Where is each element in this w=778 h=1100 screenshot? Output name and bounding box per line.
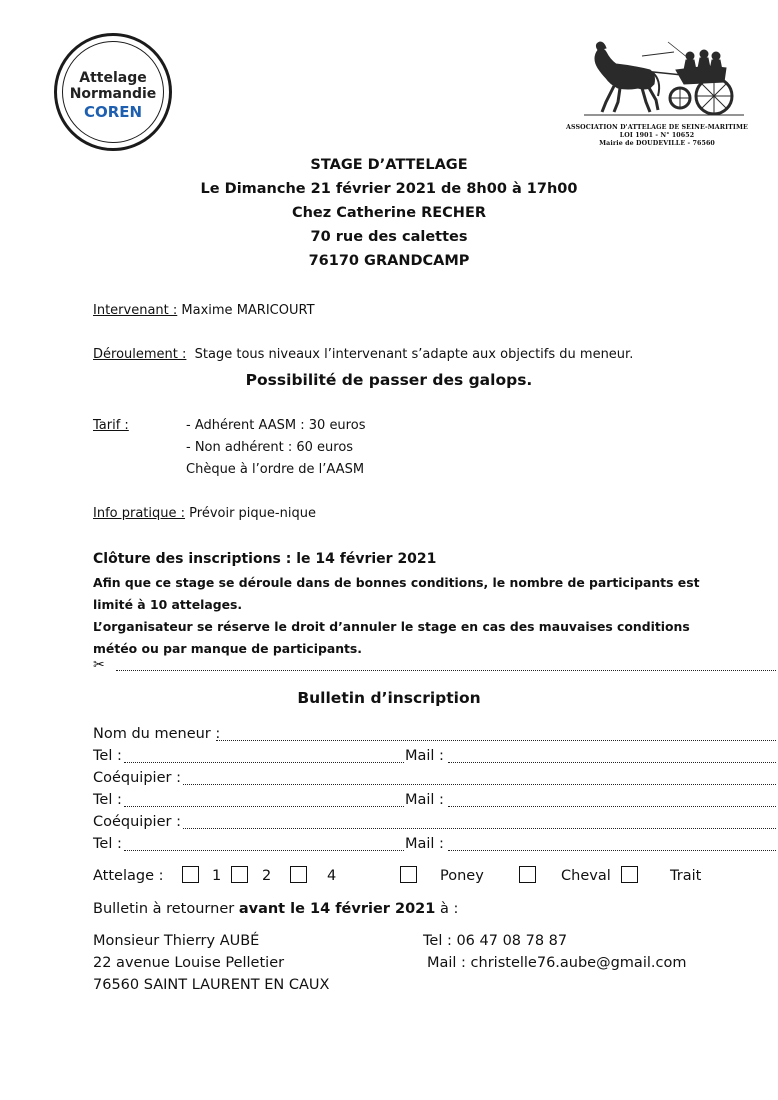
notice-line-4: météo ou par manque de participants. — [93, 641, 363, 656]
tel-1-label: Tel : — [93, 748, 122, 764]
intervenant-value: Maxime MARICOURT — [181, 303, 315, 318]
association-caption — [566, 124, 748, 148]
deroulement-line — [93, 347, 633, 362]
tel-3-label: Tel : — [93, 836, 122, 852]
pratique-line — [93, 506, 316, 521]
tarif-adherent: - Adhérent AASM : 30 euros — [186, 418, 366, 433]
mail-3-field[interactable] — [448, 850, 776, 851]
return-pre: Bulletin à retourner — [93, 901, 239, 917]
mail-2-label: Mail : — [405, 792, 444, 808]
attelage-2-checkbox[interactable] — [231, 866, 248, 883]
notice-line-3: L’organisateur se réserve le droit d’annuler le stage en cas des mauvaises conditions — [93, 619, 690, 634]
bulletin-title: Bulletin d’inscription — [297, 689, 481, 707]
association-name: ASSOCIATION D'ATTELAGE DE SEINE-MARITIME — [566, 124, 748, 131]
scissors-icon: ✂ — [93, 657, 105, 673]
attelage-label: Attelage : — [93, 868, 164, 884]
return-post: à : — [435, 901, 459, 917]
coequipier-1-field[interactable] — [183, 784, 776, 785]
mail-1-label: Mail : — [405, 748, 444, 764]
tarif-label: Tarif : — [93, 418, 129, 433]
contact-city: 76560 SAINT LAURENT EN CAUX — [93, 977, 330, 993]
poney-label: Poney — [440, 868, 484, 884]
contact-name: Monsieur Thierry AUBÉ — [93, 933, 260, 949]
cut-line — [116, 670, 776, 671]
galops-note: Possibilité de passer des galops. — [245, 371, 533, 389]
stage-title: STAGE D’ATTELAGE — [310, 157, 468, 173]
mail-2-field[interactable] — [448, 806, 776, 807]
contact-street: 22 avenue Louise Pelletier — [93, 955, 285, 971]
tarif-non-adherent: - Non adhérent : 60 euros — [186, 440, 354, 455]
logo-line-3: COREN — [83, 103, 143, 121]
coequipier-2-field[interactable] — [183, 828, 776, 829]
attelage-1-label: 1 — [212, 868, 222, 884]
stage-city: 76170 GRANDCAMP — [308, 253, 470, 269]
cheval-checkbox[interactable] — [519, 866, 536, 883]
pratique-value: Prévoir pique-nique — [189, 506, 316, 521]
return-instructions — [93, 901, 458, 917]
mail-1-field[interactable] — [448, 762, 776, 763]
notice-line-2: limité à 10 attelages. — [93, 597, 243, 612]
stage-host: Chez Catherine RECHER — [291, 205, 487, 221]
cheval-label: Cheval — [561, 868, 611, 884]
coequipier-1-label: Coéquipier : — [93, 770, 181, 786]
attelage-1-checkbox[interactable] — [182, 866, 199, 883]
trait-label: Trait — [670, 868, 702, 884]
deroulement-label: Déroulement : — [93, 347, 187, 362]
mail-3-label: Mail : — [405, 836, 444, 852]
return-deadline: avant le 14 février 2021 — [238, 901, 436, 917]
contact-tel: Tel : 06 47 08 78 87 — [423, 933, 568, 949]
poney-checkbox[interactable] — [400, 866, 417, 883]
trait-checkbox[interactable] — [621, 866, 638, 883]
coequipier-2-label: Coéquipier : — [93, 814, 181, 830]
nom-meneur-label: Nom du meneur : — [93, 726, 221, 742]
association-mairie: Mairie de DOUDEVILLE - 76560 — [599, 140, 715, 147]
tel-2-field[interactable] — [124, 806, 404, 807]
pratique-label: Info pratique : — [93, 506, 186, 521]
nom-meneur-field[interactable] — [216, 740, 776, 741]
intervenant-label: Intervenant : — [93, 303, 178, 318]
intervenant-line — [93, 303, 315, 318]
contact-mail: Mail : christelle76.aube@gmail.com — [427, 955, 687, 971]
cloture-inscriptions: Clôture des inscriptions : le 14 février 2021 — [93, 551, 437, 567]
association-loi: LOI 1901 - N° 10652 — [619, 132, 695, 139]
horse-carriage-illustration — [584, 40, 744, 118]
attelage-4-label: 4 — [327, 868, 337, 884]
logo-line-2: Normandie — [69, 86, 157, 102]
tarif-cheque: Chèque à l’ordre de l’AASM — [186, 462, 365, 477]
coren-logo — [54, 33, 172, 151]
tel-2-label: Tel : — [93, 792, 122, 808]
deroulement-value: Stage tous niveaux l’intervenant s’adapte aux objectifs du meneur. — [194, 347, 634, 362]
stage-street: 70 rue des calettes — [310, 229, 468, 245]
tel-3-field[interactable] — [124, 850, 404, 851]
attelage-2-label: 2 — [262, 868, 272, 884]
stage-date: Le Dimanche 21 février 2021 de 8h00 à 17h00 — [200, 181, 578, 197]
tel-1-field[interactable] — [124, 762, 404, 763]
attelage-4-checkbox[interactable] — [290, 866, 307, 883]
logo-line-1: Attelage — [79, 70, 147, 86]
notice-line-1: Afin que ce stage se déroule dans de bonnes conditions, le nombre de participants est — [93, 575, 700, 590]
